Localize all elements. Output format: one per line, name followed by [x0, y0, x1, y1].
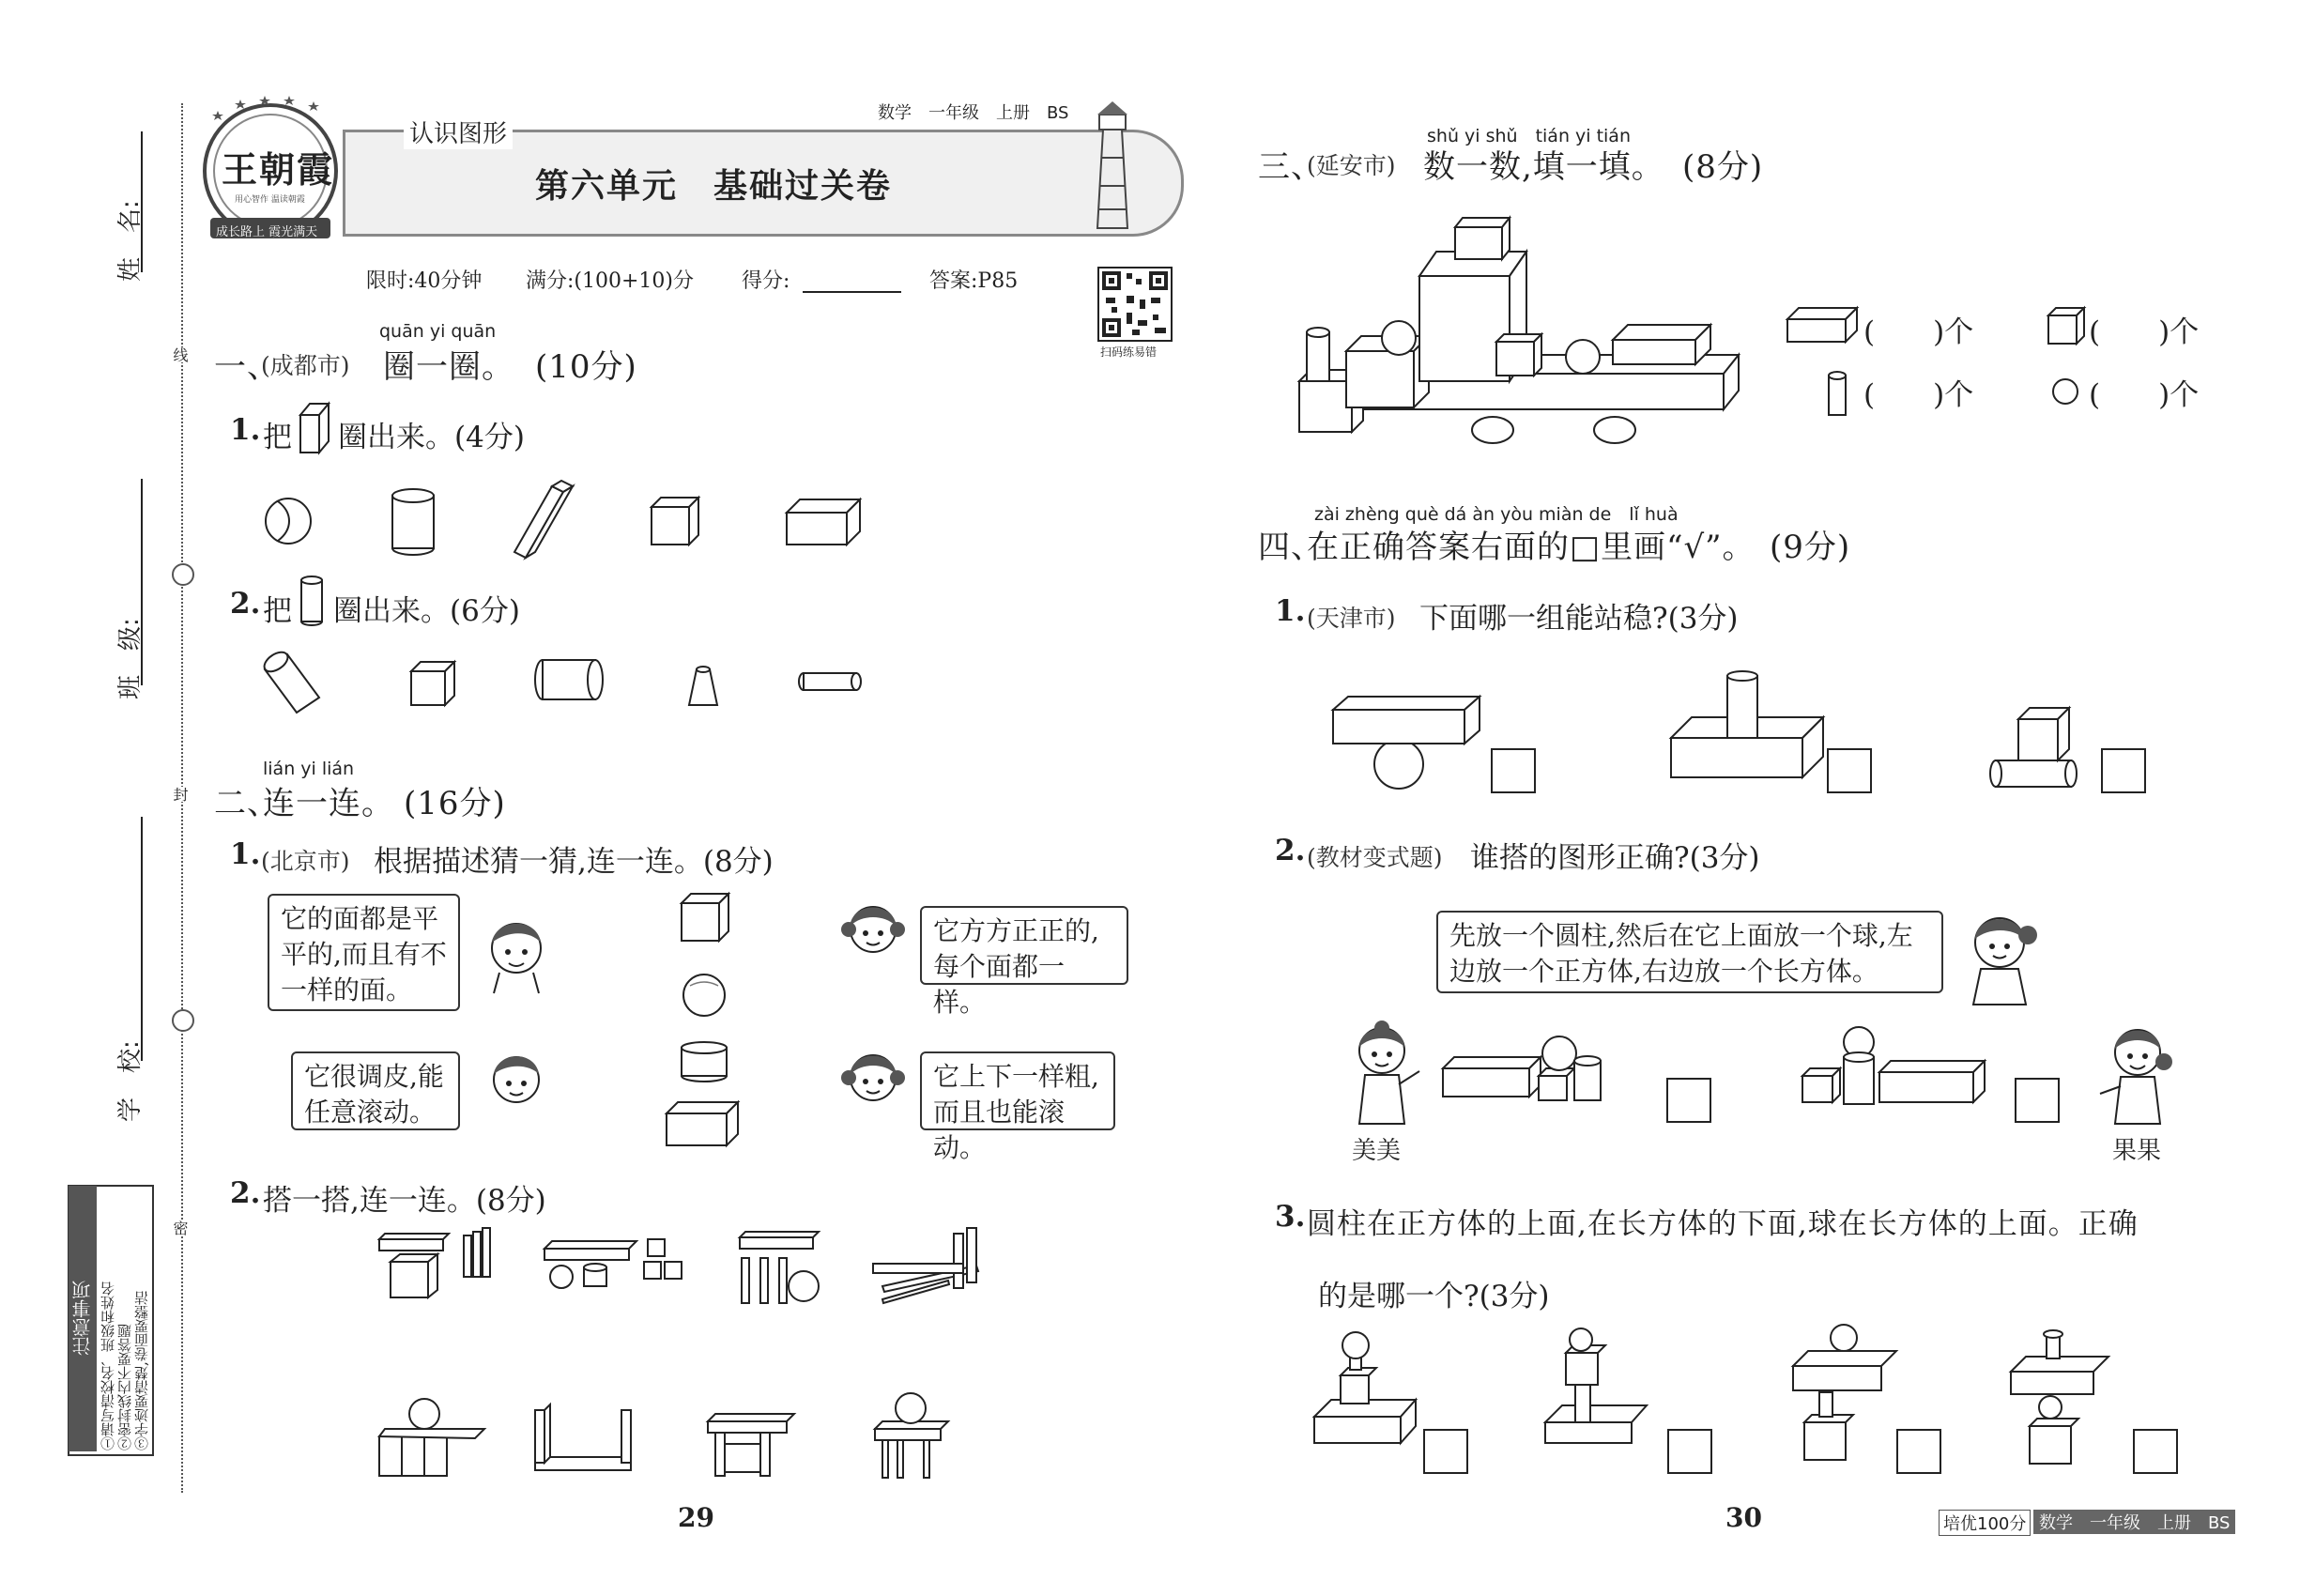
section-4-prefix: 四、 — [1258, 529, 1324, 566]
q4-3-option-c — [1793, 1325, 1896, 1460]
model-bottom-1[interactable] — [379, 1399, 484, 1476]
lighthouse-icon — [1084, 101, 1141, 233]
count-cuboid-blank[interactable]: ( )个 — [1863, 315, 1974, 349]
q4-1-region: (天津市) — [1307, 605, 1396, 632]
class-field[interactable] — [141, 479, 143, 685]
q1-2-shapes — [253, 643, 911, 728]
school-field[interactable] — [141, 817, 143, 1061]
lying-cylinder-shape[interactable] — [535, 660, 603, 699]
option-a-cuboid-on-ball — [1333, 697, 1480, 789]
q4-2-number: 2. — [1275, 834, 1306, 867]
train-figure — [1296, 214, 1746, 458]
logo-slogan: 成长路上 霞光满天 — [216, 225, 318, 239]
model-top-2[interactable] — [544, 1239, 682, 1288]
notes-title: 注意事项 — [69, 1186, 97, 1451]
q4-3-line2: 的是哪一个?(3分) — [1318, 1280, 1550, 1313]
cube-shape[interactable] — [652, 498, 698, 545]
stability-options — [1324, 676, 2169, 789]
q4-2-answer-box-meimei[interactable] — [1666, 1078, 1711, 1123]
q4-2-instruction-bubble: 先放一个圆柱,然后在它上面放一个球,左边放一个正方体,右边放一个长方体。 — [1436, 911, 1943, 993]
footer-subject: 数学 一年级 上册 BS — [2033, 1510, 2235, 1534]
qr-caption: 扫码练易错 — [1100, 345, 1158, 359]
cylinder-icon — [299, 575, 327, 627]
q2-2-text: 搭一搭,连一连。(8分) — [263, 1184, 546, 1218]
q4-3-answer-box-b[interactable] — [1667, 1429, 1712, 1474]
seal-mark-mid: 封 — [171, 787, 189, 802]
section-2-title: 连一连。 — [263, 785, 394, 822]
boy-avatar-2 — [494, 1056, 539, 1102]
note-3: ③字迹要清楚,卷面要整洁 — [133, 1291, 150, 1450]
q1-1-number: 1. — [230, 413, 261, 447]
q4-2-text: 谁搭的图形正确?(3分) — [1470, 841, 1760, 875]
q4-3-answer-box-d[interactable] — [2133, 1429, 2178, 1474]
note-1: ①请写清校名、班级和姓名 — [100, 1281, 116, 1450]
q2-1-text: 根据描述猜一猜,连一连。(8分) — [374, 845, 774, 879]
q1-2-post: 圈出来。(6分) — [333, 594, 520, 628]
section-4-pinyin: zài zhèng què dá àn yòu miàn de lǐ huà — [1314, 504, 1679, 525]
match-ball[interactable] — [683, 974, 725, 1016]
note-2: ②密封线内不要答题 — [116, 1324, 133, 1450]
circle-mark-1 — [172, 563, 194, 586]
section-2-pinyin: lián yi lián — [263, 759, 355, 779]
q1-1-shapes — [253, 479, 911, 563]
qr-code[interactable] — [1098, 268, 1172, 341]
q4-1-text: 下面哪一组能站稳?(3分) — [1419, 602, 1739, 636]
subject-line: 数学 一年级 上册 BS — [878, 103, 1069, 123]
q4-3-option-a — [1314, 1332, 1416, 1443]
q1-2-number: 2. — [230, 587, 261, 621]
count-ball-icon — [2049, 376, 2083, 409]
q4-2-region: (教材变式题) — [1307, 844, 1443, 871]
q2-1-number: 1. — [230, 837, 261, 871]
section-4-title: 在正确答案右面的□里画“√”。 — [1307, 529, 1756, 566]
section-3-title: 数一数,填一填。 — [1423, 148, 1664, 186]
model-top-3[interactable] — [740, 1232, 819, 1303]
guoguo-avatar — [2089, 1019, 2183, 1131]
small-cube-shape[interactable] — [411, 662, 454, 705]
q4-1-answer-box-a[interactable] — [1491, 748, 1536, 793]
logo-name: 王朝霞 — [222, 148, 335, 191]
left-page-number: 29 — [678, 1502, 714, 1533]
building-models — [366, 1220, 1023, 1493]
model-bottom-2[interactable] — [535, 1404, 631, 1470]
page-title: 第六单元 基础过关卷 — [535, 167, 893, 206]
q2-2-number: 2. — [230, 1176, 261, 1210]
seal-mark-bottom: 密 — [171, 1220, 189, 1235]
q4-3-answer-box-c[interactable] — [1896, 1429, 1941, 1474]
model-bottom-4[interactable] — [875, 1393, 948, 1478]
section-3-region: (延安市) — [1307, 152, 1396, 179]
time-limit: 限时:40分钟 — [366, 269, 483, 293]
boy-avatar-1 — [492, 924, 541, 993]
slanted-cuboid-shape[interactable] — [514, 481, 573, 558]
girl-avatar-2 — [841, 1055, 905, 1100]
q4-2-answer-box-guoguo[interactable] — [2015, 1078, 2060, 1123]
thin-cylinder-shape[interactable] — [799, 673, 861, 690]
seal-mark-top: 线 — [171, 347, 189, 362]
full-score: 满分:(100+10)分 — [526, 269, 694, 293]
model-top-4[interactable] — [873, 1228, 978, 1303]
section-3-prefix: 三、 — [1258, 148, 1324, 186]
q4-3-option-d — [2011, 1330, 2108, 1464]
q1-1-pre: 把 — [263, 421, 292, 454]
section-1-region: (成都市) — [261, 352, 350, 379]
footer-label: 培优100分 — [1939, 1510, 2031, 1536]
match-cylinder[interactable] — [682, 1042, 727, 1082]
guoguo-name: 果果 — [2112, 1137, 2162, 1165]
q4-1-number: 1. — [1275, 594, 1306, 628]
cuboid-icon — [299, 402, 330, 454]
count-cylinder-icon — [1829, 372, 1846, 415]
section-3-pinyin: shǔ yi shǔ tián yi tián — [1427, 126, 1631, 146]
meimei-arrangement — [1441, 1025, 1601, 1110]
score-label: 得分: — [742, 269, 790, 293]
count-cylinder-blank[interactable]: ( )个 — [1863, 378, 1974, 412]
name-field[interactable] — [141, 131, 143, 272]
guoguo-arrangement — [1801, 1025, 1998, 1119]
q4-1-answer-box-b[interactable] — [1827, 748, 1872, 793]
frustum-shape[interactable] — [689, 667, 717, 705]
flat-cuboid-shape[interactable] — [787, 499, 860, 545]
option-c-cube-on-cylinder — [1990, 708, 2077, 787]
count-cube-icon — [2047, 306, 2088, 347]
children-and-shapes — [263, 873, 1202, 1155]
topic-label: 认识图形 — [404, 115, 513, 149]
teacher-girl-avatar — [1953, 901, 2047, 1014]
section-4-score: (9分) — [1770, 529, 1851, 566]
option-b-cylinder-on-cuboid — [1671, 671, 1823, 777]
logo-tagline: 用心智作 温读朝霞 — [235, 195, 305, 205]
section-1-prefix: 一、 — [214, 348, 280, 386]
count-ball-blank[interactable]: ( )个 — [2089, 378, 2200, 412]
section-1-pinyin: quān yi quān — [379, 321, 497, 342]
section-1-title: 圈一圈。 — [383, 348, 514, 386]
match-cuboid[interactable] — [667, 1102, 738, 1145]
model-top-1[interactable] — [379, 1228, 490, 1297]
meimei-avatar — [1344, 1019, 1429, 1131]
circle-mark-2 — [172, 1009, 194, 1032]
answer-ref: 答案:P85 — [929, 269, 1019, 293]
girl-avatar-1 — [841, 907, 905, 952]
model-bottom-3[interactable] — [708, 1414, 794, 1476]
q1-2-pre: 把 — [263, 594, 292, 628]
bubble-rolls-anywhere: 它很调皮,能任意滚动。 — [291, 1051, 460, 1130]
match-cube[interactable] — [682, 894, 728, 941]
q1-1-post: 圈出来。(4分) — [338, 421, 525, 454]
q2-1-region: (北京市) — [261, 848, 350, 875]
q4-3-number: 3. — [1275, 1200, 1306, 1234]
count-cube-blank[interactable]: ( )个 — [2089, 315, 2200, 349]
section-2-prefix: 二、 — [214, 785, 280, 822]
name-label: 姓 名: — [116, 200, 145, 282]
bubble-same-thickness: 它上下一样粗,而且也能滚动。 — [920, 1051, 1115, 1130]
q4-1-answer-box-c[interactable] — [2101, 748, 2146, 793]
bubble-flat-faces: 它的面都是平平的,而且有不一样的面。 — [268, 894, 460, 1011]
q4-3-answer-box-a[interactable] — [1423, 1429, 1468, 1474]
section-2-score: (16分) — [404, 785, 506, 822]
tilted-cylinder-shape[interactable] — [261, 649, 319, 713]
right-page-number: 30 — [1725, 1502, 1762, 1533]
bubble-square-same-faces: 它方方正正的,每个面都一样。 — [920, 906, 1128, 985]
section-1-score: (10分) — [535, 348, 637, 386]
score-field[interactable] — [803, 291, 901, 293]
school-label: 学 校: — [116, 1040, 145, 1122]
q4-3-option-b — [1545, 1328, 1647, 1443]
class-label: 班 级: — [116, 618, 145, 699]
meimei-name: 美美 — [1352, 1137, 1402, 1165]
ball-shape[interactable] — [266, 499, 311, 544]
cylinder-shape[interactable] — [392, 489, 434, 555]
q4-3-line1: 圆柱在正方体的上面,在长方体的下面,球在长方体的上面。正确 — [1307, 1207, 2139, 1241]
section-3-score: (8分) — [1682, 148, 1764, 186]
count-cuboid-icon — [1787, 308, 1857, 342]
